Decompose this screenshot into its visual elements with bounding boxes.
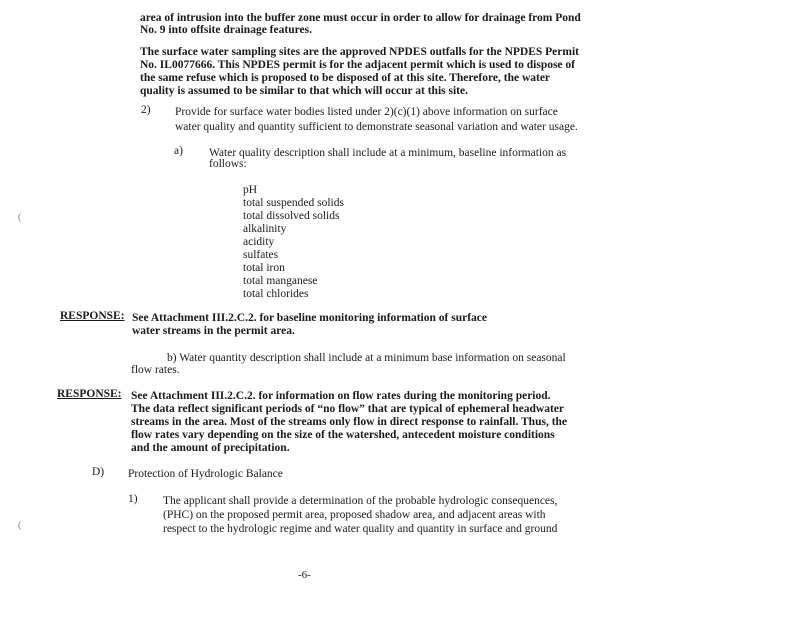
body-text-line: Water quality description shall include at a minimum, baseline information as (209, 147, 567, 159)
list-number: a) (174, 145, 183, 157)
body-text-line: follows: (209, 158, 247, 170)
body-text-line: See Attachment III.2.C.2. for information on flow rates during the monitoring period. (131, 390, 551, 402)
scan-mark: ( (18, 520, 22, 531)
body-text-line: water quality and quantity sufficient to demonstrate seasonal variation and water usage. (175, 121, 578, 133)
body-text-line: No. IL0077666. This NPDES permit is for the adjacent permit which is used to dispose of (140, 59, 575, 71)
body-text-line: b) Water quantity description shall include at a minimum base information on seasonal (167, 352, 566, 364)
body-text-line: The surface water sampling sites are the approved NPDES outfalls for the NPDES Permit (140, 46, 579, 58)
body-text-line: quality is assumed to be similar to that which will occur at this site. (140, 85, 468, 97)
body-text-line: Provide for surface water bodies listed under 2)(c)(1) above information on surface (175, 106, 558, 118)
scan-mark: ( (18, 212, 22, 223)
response-label: RESPONSE: (57, 388, 122, 400)
body-text-line: the same refuse which is proposed to be disposed of at this site. Therefore, the water (140, 72, 551, 84)
list-number: 1) (128, 493, 138, 505)
body-text-line: respect to the hydrologic regime and water quality and quantity in surface and ground (163, 523, 558, 535)
body-text-line: The applicant shall provide a determination of the probable hydrologic consequences, (163, 495, 558, 507)
body-text-line: No. 9 into offsite drainage features. (140, 24, 312, 36)
section-title: Protection of Hydrologic Balance (128, 468, 283, 480)
parameter-item: total manganese (243, 275, 318, 287)
page-number: -6- (298, 569, 311, 581)
body-text-line: The data reflect significant periods of “no flow” that are typical of ephemeral headwater (131, 403, 565, 415)
list-number: 2) (141, 104, 151, 116)
parameter-item: total dissolved solids (243, 210, 340, 222)
parameter-item: total chlorides (243, 288, 309, 300)
parameter-item: total iron (243, 262, 285, 274)
body-text-line: streams in the area. Most of the streams only flow in direct response to rainfall. Thus, the (131, 416, 568, 428)
response-label: RESPONSE: (60, 310, 125, 322)
body-text-line: and the amount of precipitation. (131, 442, 290, 454)
body-text-line: flow rates. (131, 364, 180, 376)
section-number: D) (92, 466, 105, 478)
parameter-item: pH (243, 184, 258, 196)
parameter-item: acidity (243, 236, 275, 248)
body-text-line: flow rates vary depending on the size of the watershed, antecedent moisture conditions (131, 429, 555, 441)
parameter-item: alkalinity (243, 223, 287, 235)
body-text-line: (PHC) on the proposed permit area, proposed shadow area, and adjacent areas with (163, 509, 546, 521)
parameter-item: total suspended solids (243, 197, 344, 209)
body-text-line: water streams in the permit area. (132, 325, 295, 337)
parameter-item: sulfates (243, 249, 279, 261)
body-text-line: area of intrusion into the buffer zone must occur in order to allow for drainage from Pond (140, 12, 581, 24)
body-text-line: See Attachment III.2.C.2. for baseline monitoring information of surface (132, 312, 487, 324)
